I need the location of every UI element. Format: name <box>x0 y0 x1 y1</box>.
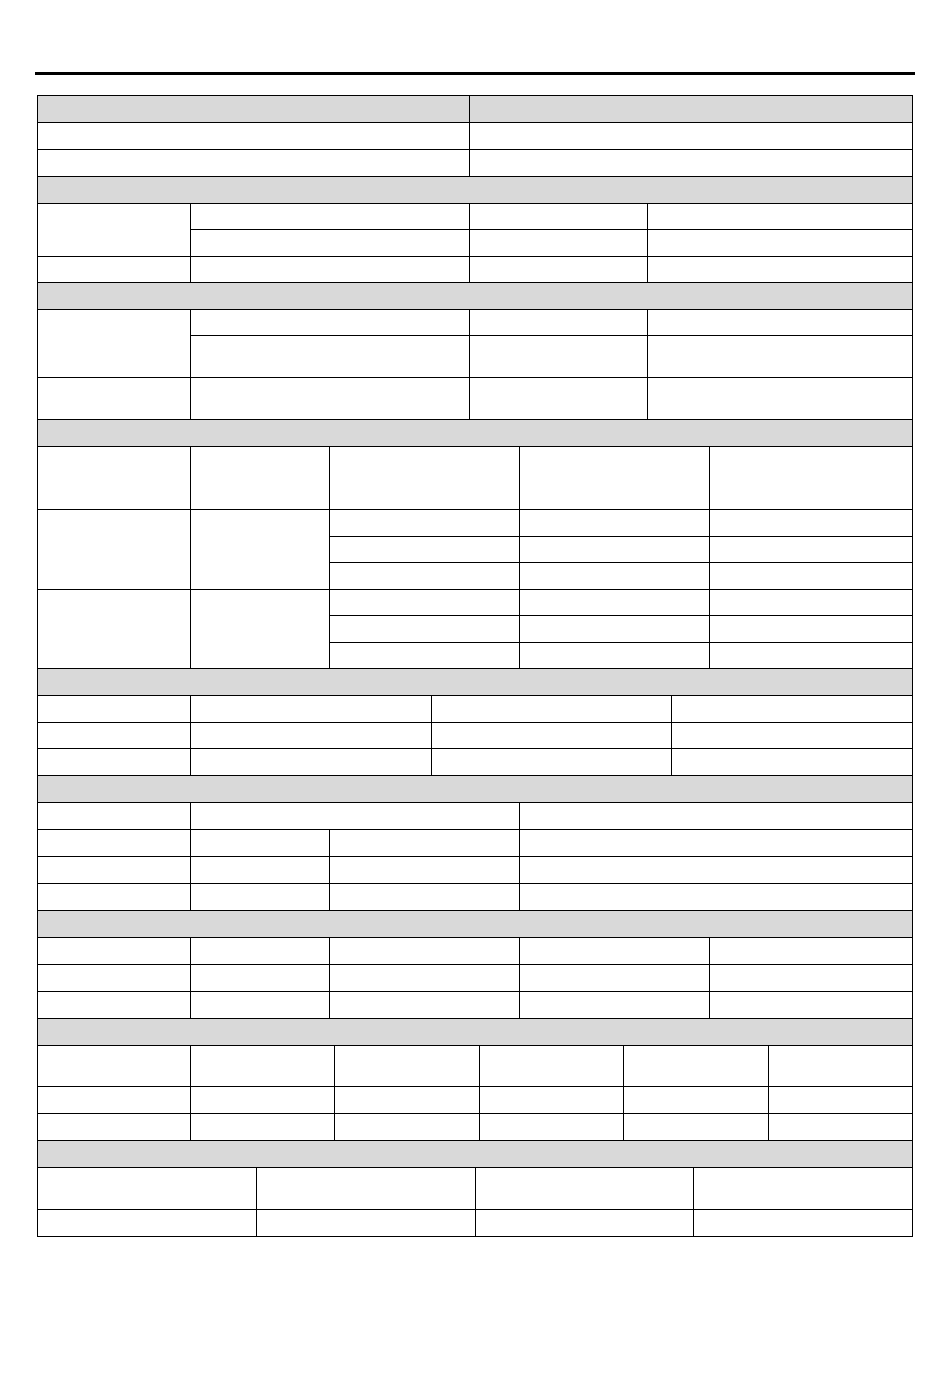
form-cell <box>709 562 913 590</box>
form-cell <box>190 1045 335 1087</box>
form-cell <box>190 1113 335 1141</box>
form-cell <box>37 1209 257 1237</box>
section-header-cell <box>37 910 913 938</box>
form-cell <box>190 256 470 283</box>
form-cell <box>519 991 710 1019</box>
form-cell <box>37 883 191 911</box>
form-cell <box>190 991 330 1019</box>
form-cell <box>519 446 710 510</box>
form-cell <box>693 1167 913 1210</box>
form-cell <box>709 446 913 510</box>
section-header-cell <box>37 95 470 123</box>
form-cell <box>190 829 330 857</box>
form-cell <box>37 149 470 177</box>
form-cell <box>190 335 470 378</box>
form-cell <box>519 589 710 616</box>
form-cell <box>431 722 672 749</box>
form-cell <box>190 856 330 884</box>
form-cell <box>709 589 913 616</box>
form-cell <box>334 1045 480 1087</box>
form-cell <box>190 229 470 257</box>
form-cell <box>37 748 191 776</box>
form-cell <box>256 1209 476 1237</box>
form-cell <box>647 377 913 420</box>
section-header-cell <box>469 95 913 123</box>
form-cell <box>709 937 913 965</box>
form-cell <box>519 562 710 590</box>
form-cell <box>623 1045 769 1087</box>
form-cell <box>329 446 520 510</box>
form-cell <box>469 377 648 420</box>
form-cell <box>190 309 470 336</box>
form-cell <box>190 589 330 669</box>
form-cell <box>190 937 330 965</box>
form-cell <box>623 1113 769 1141</box>
form-cell <box>519 642 710 669</box>
form-cell <box>37 829 191 857</box>
section-header-cell <box>37 1140 913 1168</box>
form-cell <box>37 309 191 378</box>
form-cell <box>475 1167 694 1210</box>
form-cell <box>519 509 710 537</box>
top-rule <box>35 72 915 75</box>
form-cell <box>190 964 330 992</box>
form-cell <box>190 883 330 911</box>
form-cell <box>37 1113 191 1141</box>
form-cell <box>190 722 432 749</box>
form-cell <box>190 695 432 723</box>
form-cell <box>768 1113 913 1141</box>
form-cell <box>479 1113 624 1141</box>
form-cell <box>431 748 672 776</box>
form-cell <box>768 1045 913 1087</box>
form-cell <box>671 748 913 776</box>
form-cell <box>190 802 520 830</box>
form-cell <box>37 1045 191 1087</box>
form-cell <box>256 1167 476 1210</box>
form-cell <box>329 964 520 992</box>
form-cell <box>37 509 191 590</box>
form-cell <box>329 589 520 616</box>
form-cell <box>329 536 520 563</box>
form-cell <box>693 1209 913 1237</box>
form-cell <box>519 937 710 965</box>
form-cell <box>469 309 648 336</box>
form-cell <box>329 937 520 965</box>
form-cell <box>37 1167 257 1210</box>
form-cell <box>469 122 913 150</box>
form-table <box>37 95 913 1236</box>
form-cell <box>709 991 913 1019</box>
form-cell <box>519 883 913 911</box>
form-cell <box>37 802 191 830</box>
form-cell <box>190 203 470 230</box>
form-cell <box>37 446 191 510</box>
form-cell <box>709 964 913 992</box>
form-cell <box>329 829 520 857</box>
form-cell <box>329 509 520 537</box>
form-cell <box>37 991 191 1019</box>
form-cell <box>329 562 520 590</box>
form-cell <box>709 642 913 669</box>
form-cell <box>37 122 470 150</box>
form-cell <box>37 256 191 283</box>
form-cell <box>37 964 191 992</box>
form-cell <box>329 856 520 884</box>
form-cell <box>479 1045 624 1087</box>
form-cell <box>190 446 330 510</box>
form-cell <box>37 203 191 257</box>
form-cell <box>334 1113 480 1141</box>
form-cell <box>329 883 520 911</box>
form-cell <box>671 695 913 723</box>
form-cell <box>37 937 191 965</box>
form-cell <box>647 309 913 336</box>
form-cell <box>479 1086 624 1114</box>
section-header-cell <box>37 1018 913 1046</box>
form-cell <box>469 335 648 378</box>
form-cell <box>37 695 191 723</box>
form-cell <box>469 203 648 230</box>
form-cell <box>37 856 191 884</box>
form-cell <box>431 695 672 723</box>
form-cell <box>190 377 470 420</box>
form-cell <box>647 256 913 283</box>
section-header-cell <box>37 419 913 447</box>
form-cell <box>623 1086 769 1114</box>
form-cell <box>709 615 913 643</box>
form-cell <box>519 802 913 830</box>
form-cell <box>190 748 432 776</box>
form-cell <box>329 642 520 669</box>
form-cell <box>37 589 191 669</box>
form-cell <box>190 509 330 590</box>
form-cell <box>37 722 191 749</box>
form-cell <box>647 203 913 230</box>
form-cell <box>37 377 191 420</box>
form-cell <box>519 829 913 857</box>
form-cell <box>469 256 648 283</box>
form-cell <box>647 229 913 257</box>
form-cell <box>37 1086 191 1114</box>
form-cell <box>469 229 648 257</box>
form-cell <box>519 615 710 643</box>
form-cell <box>671 722 913 749</box>
section-header-cell <box>37 775 913 803</box>
section-header-cell <box>37 176 913 204</box>
form-cell <box>190 1086 335 1114</box>
form-cell <box>647 335 913 378</box>
form-cell <box>519 536 710 563</box>
section-header-cell <box>37 282 913 310</box>
form-cell <box>329 991 520 1019</box>
form-cell <box>519 856 913 884</box>
form-cell <box>768 1086 913 1114</box>
form-cell <box>334 1086 480 1114</box>
form-cell <box>469 149 913 177</box>
section-header-cell <box>37 668 913 696</box>
form-cell <box>519 964 710 992</box>
form-cell <box>475 1209 694 1237</box>
form-cell <box>329 615 520 643</box>
form-cell <box>709 509 913 537</box>
form-cell <box>709 536 913 563</box>
